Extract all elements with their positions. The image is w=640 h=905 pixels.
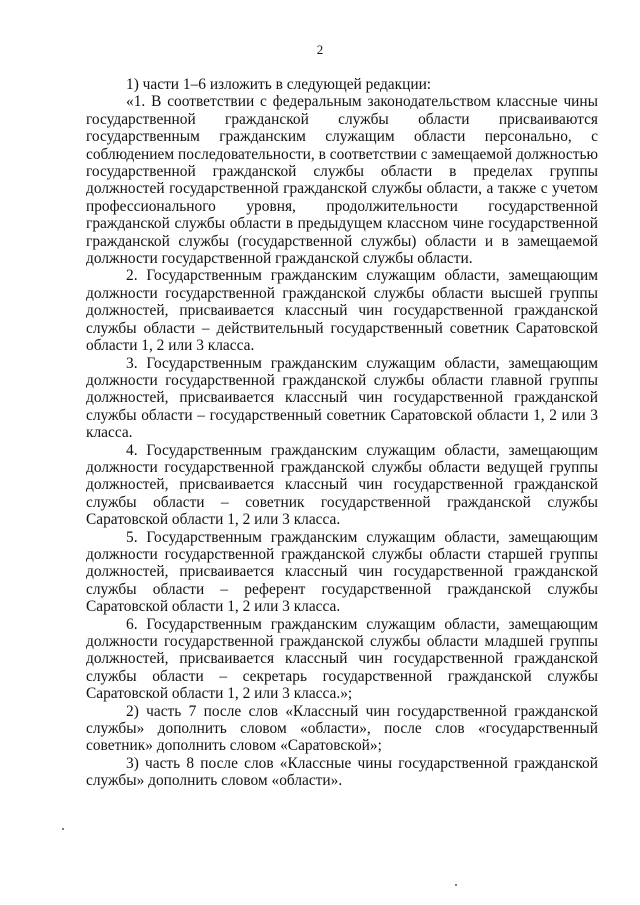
paragraph-amendment-2: 2) часть 7 после слов «Классный чин государственной гражданской службы» дополнить словом «области», после слов «государственный советник» дополнить словом «Саратовской»;: [86, 702, 598, 755]
paragraph-part-5: 5. Государственным гражданским служащим области, замещающим должности государственной гражданской службы области старшей группы должностей, присваивается классный чин государственной гражданской службы области – референт государственной гражданской службы Саратовской области 1, 2 или 3 класса.: [86, 528, 598, 616]
paragraph-part-3: 3. Государственным гражданским служащим области, замещающим должности государственной гражданской службы области главной группы должностей, присваивается классный чин государственной гражданской службы области – государственный советник Саратовской области 1, 2 или 3 класса.: [86, 354, 598, 442]
paragraph-amendment-1-intro: 1) части 1–6 изложить в следующей редакции:: [126, 76, 432, 93]
scan-speck: [62, 828, 64, 830]
paragraph-part-4: 4. Государственным гражданским служащим области, замещающим должности государственной гражданской службы области ведущей группы должностей, присваивается классный чин государственной гражданской службы области – советник государственной гражданской службы Саратовской области 1, 2 или 3 класса.: [86, 441, 598, 529]
paragraph-amendment-3: 3) часть 8 после слов «Классные чины государственной гражданской службы» дополнить словом «области».: [86, 754, 598, 790]
page-number: 2: [316, 42, 324, 57]
paragraph-part-2: 2. Государственным гражданским служащим области, замещающим должности государственной гражданской службы области высшей группы должностей, присваивается классный чин государственной гражданской службы области – действительный государственный советник Саратовской области 1, 2 или 3 класса.: [86, 267, 598, 355]
paragraph-part-6: 6. Государственным гражданским служащим области, замещающим должности государственной гражданской службы области младшей группы должностей, присваивается классный чин государственной гражданской службы области – секретарь государственной гражданской службы Саратовской области 1, 2 или 3 класса.»;: [86, 615, 598, 703]
document-body: [86, 76, 598, 790]
paragraph-part-1: «1. В соответствии с федеральным законодательством классные чины государственной гражданской службы области присваиваются государственным гражданским служащим области персонально, с соблюдением последовательности, в соответствии с замещаемой должностью государственной гражданской службы области в пределах группы должностей государственной гражданской службы области, а также с учетом профессионального уровня, продолжительности государственной гражданской службы области в предыдущем классном чине государственной гражданской службы (государственной службы) области и в замещаемой должности государственной гражданской службы области.: [86, 93, 598, 268]
scan-speck: [455, 884, 457, 886]
